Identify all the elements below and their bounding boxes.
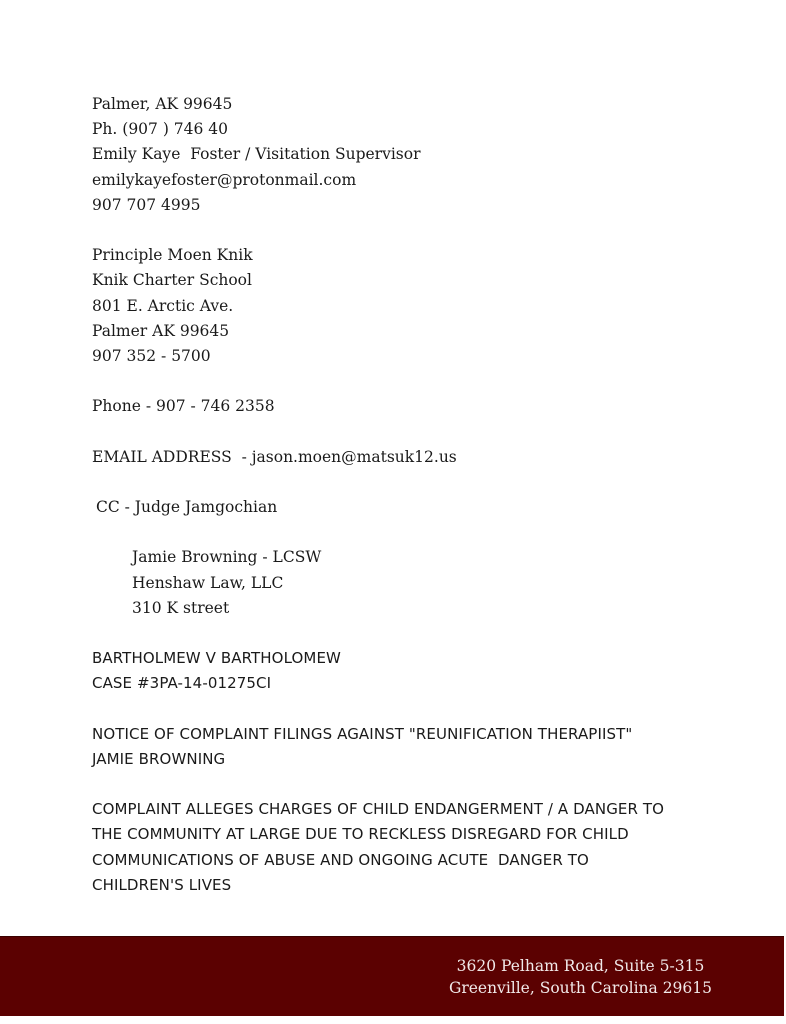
recipient-city: Palmer AK 99645	[92, 321, 230, 340]
spacer	[92, 621, 732, 646]
recipient-organization: Knik Charter School	[92, 271, 252, 290]
recipient-phone: 907 352 - 5700	[92, 346, 211, 365]
recipient-street: 801 E. Arctic Ave.	[92, 296, 234, 315]
complaint-line: CHILDREN'S LIVES	[92, 875, 232, 894]
notice-line: NOTICE OF COMPLAINT FILINGS AGAINST "REUNIFICATION THERAPIIST"	[92, 724, 633, 743]
sender-phone: Ph. (907 ) 746 40	[92, 120, 229, 139]
complaint-line: THE COMMUNITY AT LARGE DUE TO RECKLESS DISREGARD FOR CHILD	[92, 825, 629, 844]
sender-phone-2: 907 707 4995	[92, 195, 201, 214]
spacer	[92, 419, 732, 444]
notice-line: JAMIE BROWNING	[92, 749, 226, 768]
phone-line: Phone - 907 - 746 2358	[92, 397, 275, 416]
case-number: CASE #3PA-14-01275CI	[92, 674, 272, 693]
footer-bar	[0, 936, 784, 1016]
email-address-line: EMAIL ADDRESS - jason.moen@matsuk12.us	[92, 447, 457, 466]
sender-city: Palmer, AK 99645	[92, 95, 233, 113]
cc-item: Henshaw Law, LLC	[132, 573, 284, 592]
complaint-line: COMMUNICATIONS OF ABUSE AND ONGOING ACUTE DANGER TO	[92, 850, 589, 869]
case-title: BARTHOLMEW V BARTHOLOMEW	[92, 649, 341, 668]
spacer	[92, 697, 732, 722]
recipient-name: Principle Moen Knik	[92, 246, 253, 265]
complaint-line: COMPLAINT ALLEGES CHARGES OF CHILD ENDANGERMENT / A DANGER TO	[92, 800, 665, 819]
letter-body	[92, 92, 732, 898]
spacer	[92, 470, 732, 495]
spacer	[92, 772, 732, 797]
spacer	[92, 369, 732, 394]
cc-item: 310 K street	[132, 598, 230, 617]
sender-email: emilykayefoster@protonmail.com	[92, 170, 357, 189]
footer-address-line-1: 3620 Pelham Road, Suite 5-315	[456, 957, 705, 975]
sender-name-title: Emily Kaye Foster / Visitation Supervisor	[92, 145, 421, 164]
cc-line: CC - Judge Jamgochian	[96, 498, 278, 516]
spacer	[92, 218, 732, 243]
cc-item: Jamie Browning - LCSW	[132, 548, 322, 567]
footer-address-line-2: Greenville, South Carolina 29615	[448, 979, 712, 997]
spacer	[92, 520, 732, 545]
footer-address	[449, 955, 712, 999]
